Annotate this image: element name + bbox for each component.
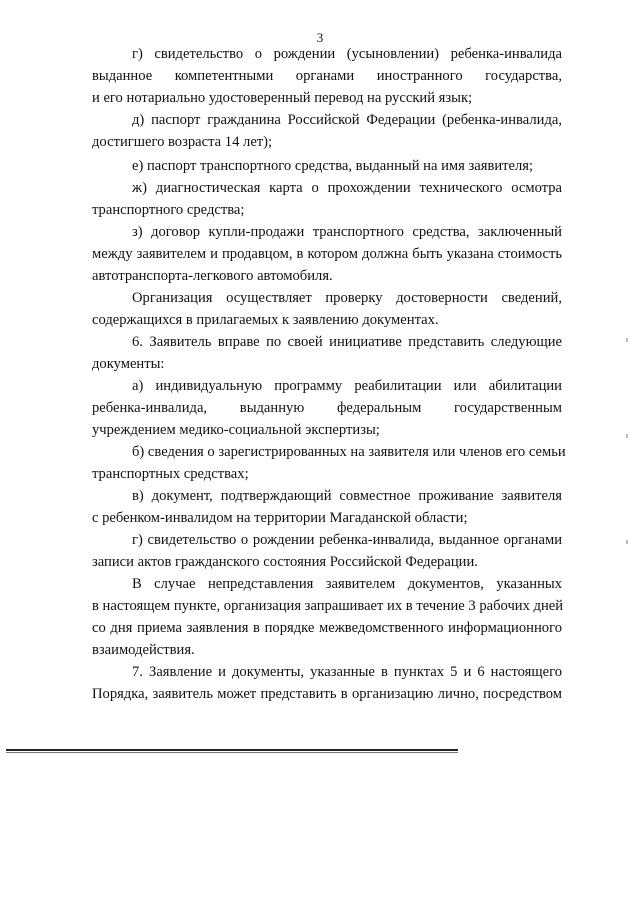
footnote-separator bbox=[6, 749, 458, 751]
text-line: д) паспорт гражданина Российской Федерации (ребенка-инвалида, bbox=[132, 112, 562, 128]
text-line: транспортных средствах; bbox=[92, 466, 249, 482]
text-line: В случае непредставления заявителем документов, указанных bbox=[132, 576, 562, 592]
text-line: автотранспорта-легкового автомобиля. bbox=[92, 268, 333, 284]
scan-speck bbox=[626, 434, 628, 438]
text-line: г) свидетельство о рождении ребенка-инвалида, выданное органами bbox=[132, 532, 562, 548]
text-line: г) свидетельство о рождении (усыновлении) ребенка-инвалида bbox=[132, 46, 562, 62]
text-line: 6. Заявитель вправе по своей инициативе представить следующие bbox=[132, 334, 562, 350]
text-line: з) договор купли-продажи транспортного средства, заключенный bbox=[132, 224, 562, 240]
text-line: взаимодействия. bbox=[92, 642, 195, 658]
text-line: в настоящем пункте, организация запрашивает их в течение 3 рабочих дней bbox=[92, 598, 564, 614]
text-line: 7. Заявление и документы, указанные в пунктах 5 и 6 настоящего bbox=[132, 664, 562, 680]
text-line: ребенка-инвалида, выданную федеральным государственным bbox=[92, 400, 562, 416]
footnote-separator-shadow bbox=[6, 752, 458, 753]
text-line: содержащихся в прилагаемых к заявлению документах. bbox=[92, 312, 439, 328]
text-line: со дня приема заявления в порядке межведомственного информационного bbox=[92, 620, 562, 636]
text-line: учреждением медико-социальной экспертизы; bbox=[92, 422, 380, 438]
text-line: Порядка, заявитель может представить в организацию лично, посредством bbox=[92, 686, 562, 702]
text-line: документы: bbox=[92, 356, 165, 372]
page-number: 3 bbox=[316, 30, 324, 45]
text-line: выданное компетентными органами иностранного государства, bbox=[92, 68, 562, 84]
text-line: а) индивидуальную программу реабилитации или абилитации bbox=[132, 378, 562, 394]
text-line: б) сведения о зарегистрированных на заявителя или членов его семьи bbox=[132, 444, 566, 460]
scan-speck bbox=[626, 338, 628, 342]
text-line: и его нотариально удостоверенный перевод на русский язык; bbox=[92, 90, 473, 106]
text-line: ж) диагностическая карта о прохождении технического осмотра bbox=[132, 180, 562, 196]
text-line: с ребенком-инвалидом на территории Магаданской области; bbox=[92, 510, 468, 526]
text-line: записи актов гражданского состояния Российской Федерации. bbox=[92, 554, 478, 570]
text-line: Организация осуществляет проверку достоверности сведений, bbox=[132, 290, 562, 306]
text-line: достигшего возраста 14 лет); bbox=[92, 134, 273, 150]
scan-speck bbox=[626, 540, 628, 544]
text-line: в) документ, подтверждающий совместное проживание заявителя bbox=[132, 488, 562, 504]
text-line: е) паспорт транспортного средства, выданный на имя заявителя; bbox=[132, 158, 534, 174]
text-line: между заявителем и продавцом, в котором должна быть указана стоимость bbox=[92, 246, 562, 262]
text-line: транспортного средства; bbox=[92, 202, 245, 218]
